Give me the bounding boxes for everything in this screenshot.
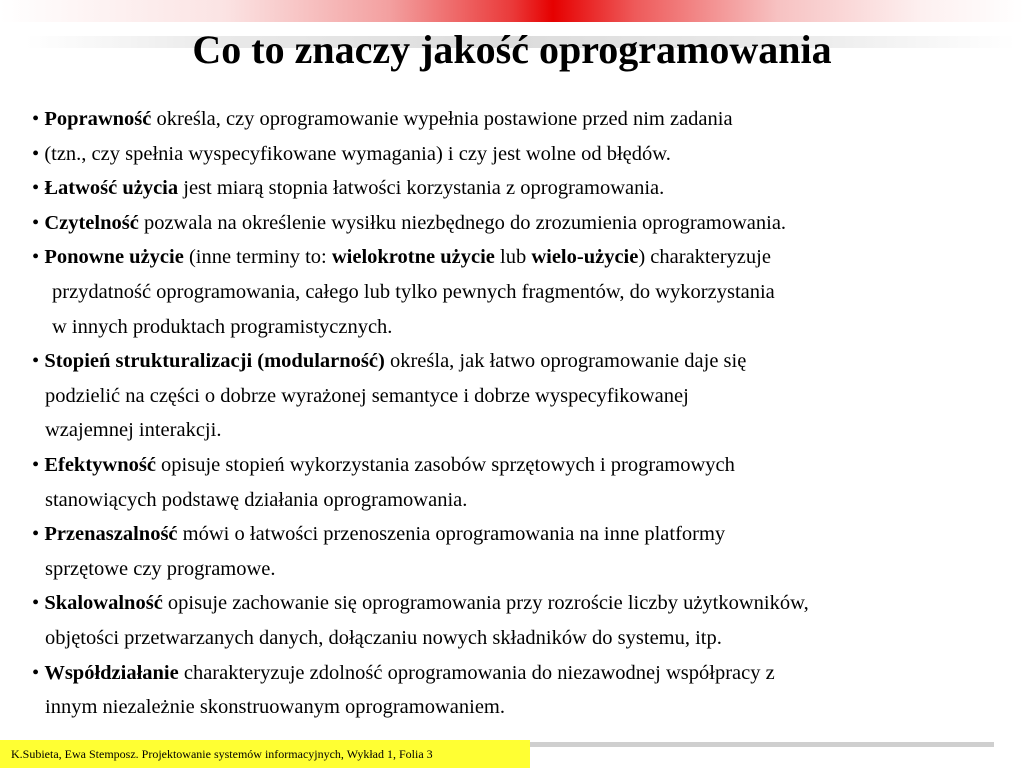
bullet-text: mówi o łatwości przenoszenia oprogramowania na inne platformy: [177, 523, 726, 546]
bullet-line: [32, 517, 1022, 552]
bullet-term: Skalowalność: [44, 592, 163, 615]
bullet-marker: •: [32, 661, 40, 684]
bullet-line: [32, 586, 1022, 621]
bullet-line: [32, 656, 1022, 691]
bullet-marker: •: [32, 592, 40, 615]
bullet-continuation: w innych produktach programistycznych.: [52, 315, 393, 338]
bullet-marker: •: [32, 523, 40, 546]
bullet-term: Efektywność: [44, 453, 156, 476]
bullet-continuation: innym niezależnie skonstruowanym oprogramowaniem.: [45, 696, 505, 719]
bullet-line: [32, 448, 1022, 483]
bullet-marker: •: [32, 142, 40, 165]
bullet-term: Stopień strukturalizacji (modularność): [44, 350, 385, 373]
bullet-continuation: wzajemnej interakcji.: [45, 419, 222, 442]
bullet-marker: •: [32, 108, 40, 130]
bullet-term: Ponowne użycie: [44, 246, 184, 269]
bullet-continuation: objętości przetwarzanych danych, dołączaniu nowych składników do systemu, itp.: [45, 626, 722, 649]
bullet-text: charakteryzuje zdolność oprogramowania do niezawodnej współpracy z: [178, 661, 775, 684]
bullet-line: [32, 171, 1022, 206]
bullet-marker: •: [32, 177, 40, 200]
bullet-term: Poprawność: [44, 108, 152, 130]
bullet-line: [32, 137, 1022, 172]
bullet-term: wielokrotne użycie: [331, 246, 495, 269]
bullet-text: pozwala na określenie wysiłku niezbędnego do zrozumienia oprogramowania.: [138, 211, 787, 234]
bullet-line: [32, 102, 1022, 137]
footer-caption: K.Subieta, Ewa Stemposz. Projektowanie systemów informacyjnych, Wykład 1, Folia 3: [0, 740, 530, 768]
bullet-term: wielo-użycie: [531, 246, 639, 269]
bullet-text: lub: [494, 246, 532, 269]
bullet-text: (inne terminy to:: [183, 246, 332, 269]
bullet-marker: •: [32, 453, 40, 476]
bullet-term: Przenaszalność: [44, 523, 178, 546]
bullet-text: opisuje zachowanie się oprogramowania przy rozroście liczby użytkowników,: [162, 592, 809, 615]
bullet-text: (tzn., czy spełnia wyspecyfikowane wymagania) i czy jest wolne od błędów.: [44, 142, 671, 165]
bullet-continuation: stanowiących podstawę działania oprogramowania.: [45, 488, 468, 511]
bullet-marker: •: [32, 211, 40, 234]
bullet-continuation: podzielić na części o dobrze wyrażonej semantyce i dobrze wyspecyfikowanej: [45, 384, 689, 407]
footer-shadow-bar: [528, 742, 994, 747]
bullet-continuation: sprzętowe czy programowe.: [45, 557, 276, 580]
bullet-text: opisuje stopień wykorzystania zasobów sprzętowych i programowych: [155, 453, 735, 476]
bullet-continuation: przydatność oprogramowania, całego lub tylko pewnych fragmentów, do wykorzystania: [52, 280, 775, 303]
top-gradient-band: [0, 0, 1024, 22]
bullet-marker: •: [32, 350, 40, 373]
bullet-text: określa, jak łatwo oprogramowanie daje się: [384, 350, 747, 373]
slide-title: Co to znaczy jakość oprogramowania: [192, 27, 832, 72]
bullet-line: [32, 206, 1022, 241]
bullet-marker: •: [32, 246, 40, 269]
bullet-text: ) charakteryzuje: [638, 246, 771, 269]
slide-content: [32, 102, 1022, 725]
bullet-term: Współdziałanie: [44, 661, 179, 684]
bullet-term: Łatwość użycia: [44, 177, 179, 200]
bullet-line: [32, 344, 1022, 379]
bullet-text: jest miarą stopnia łatwości korzystania z oprogramowania.: [178, 177, 665, 200]
bullet-line: [32, 240, 1022, 275]
bullet-text: określa, czy oprogramowanie wypełnia postawione przed nim zadania: [151, 108, 733, 130]
bullet-term: Czytelność: [44, 211, 139, 234]
